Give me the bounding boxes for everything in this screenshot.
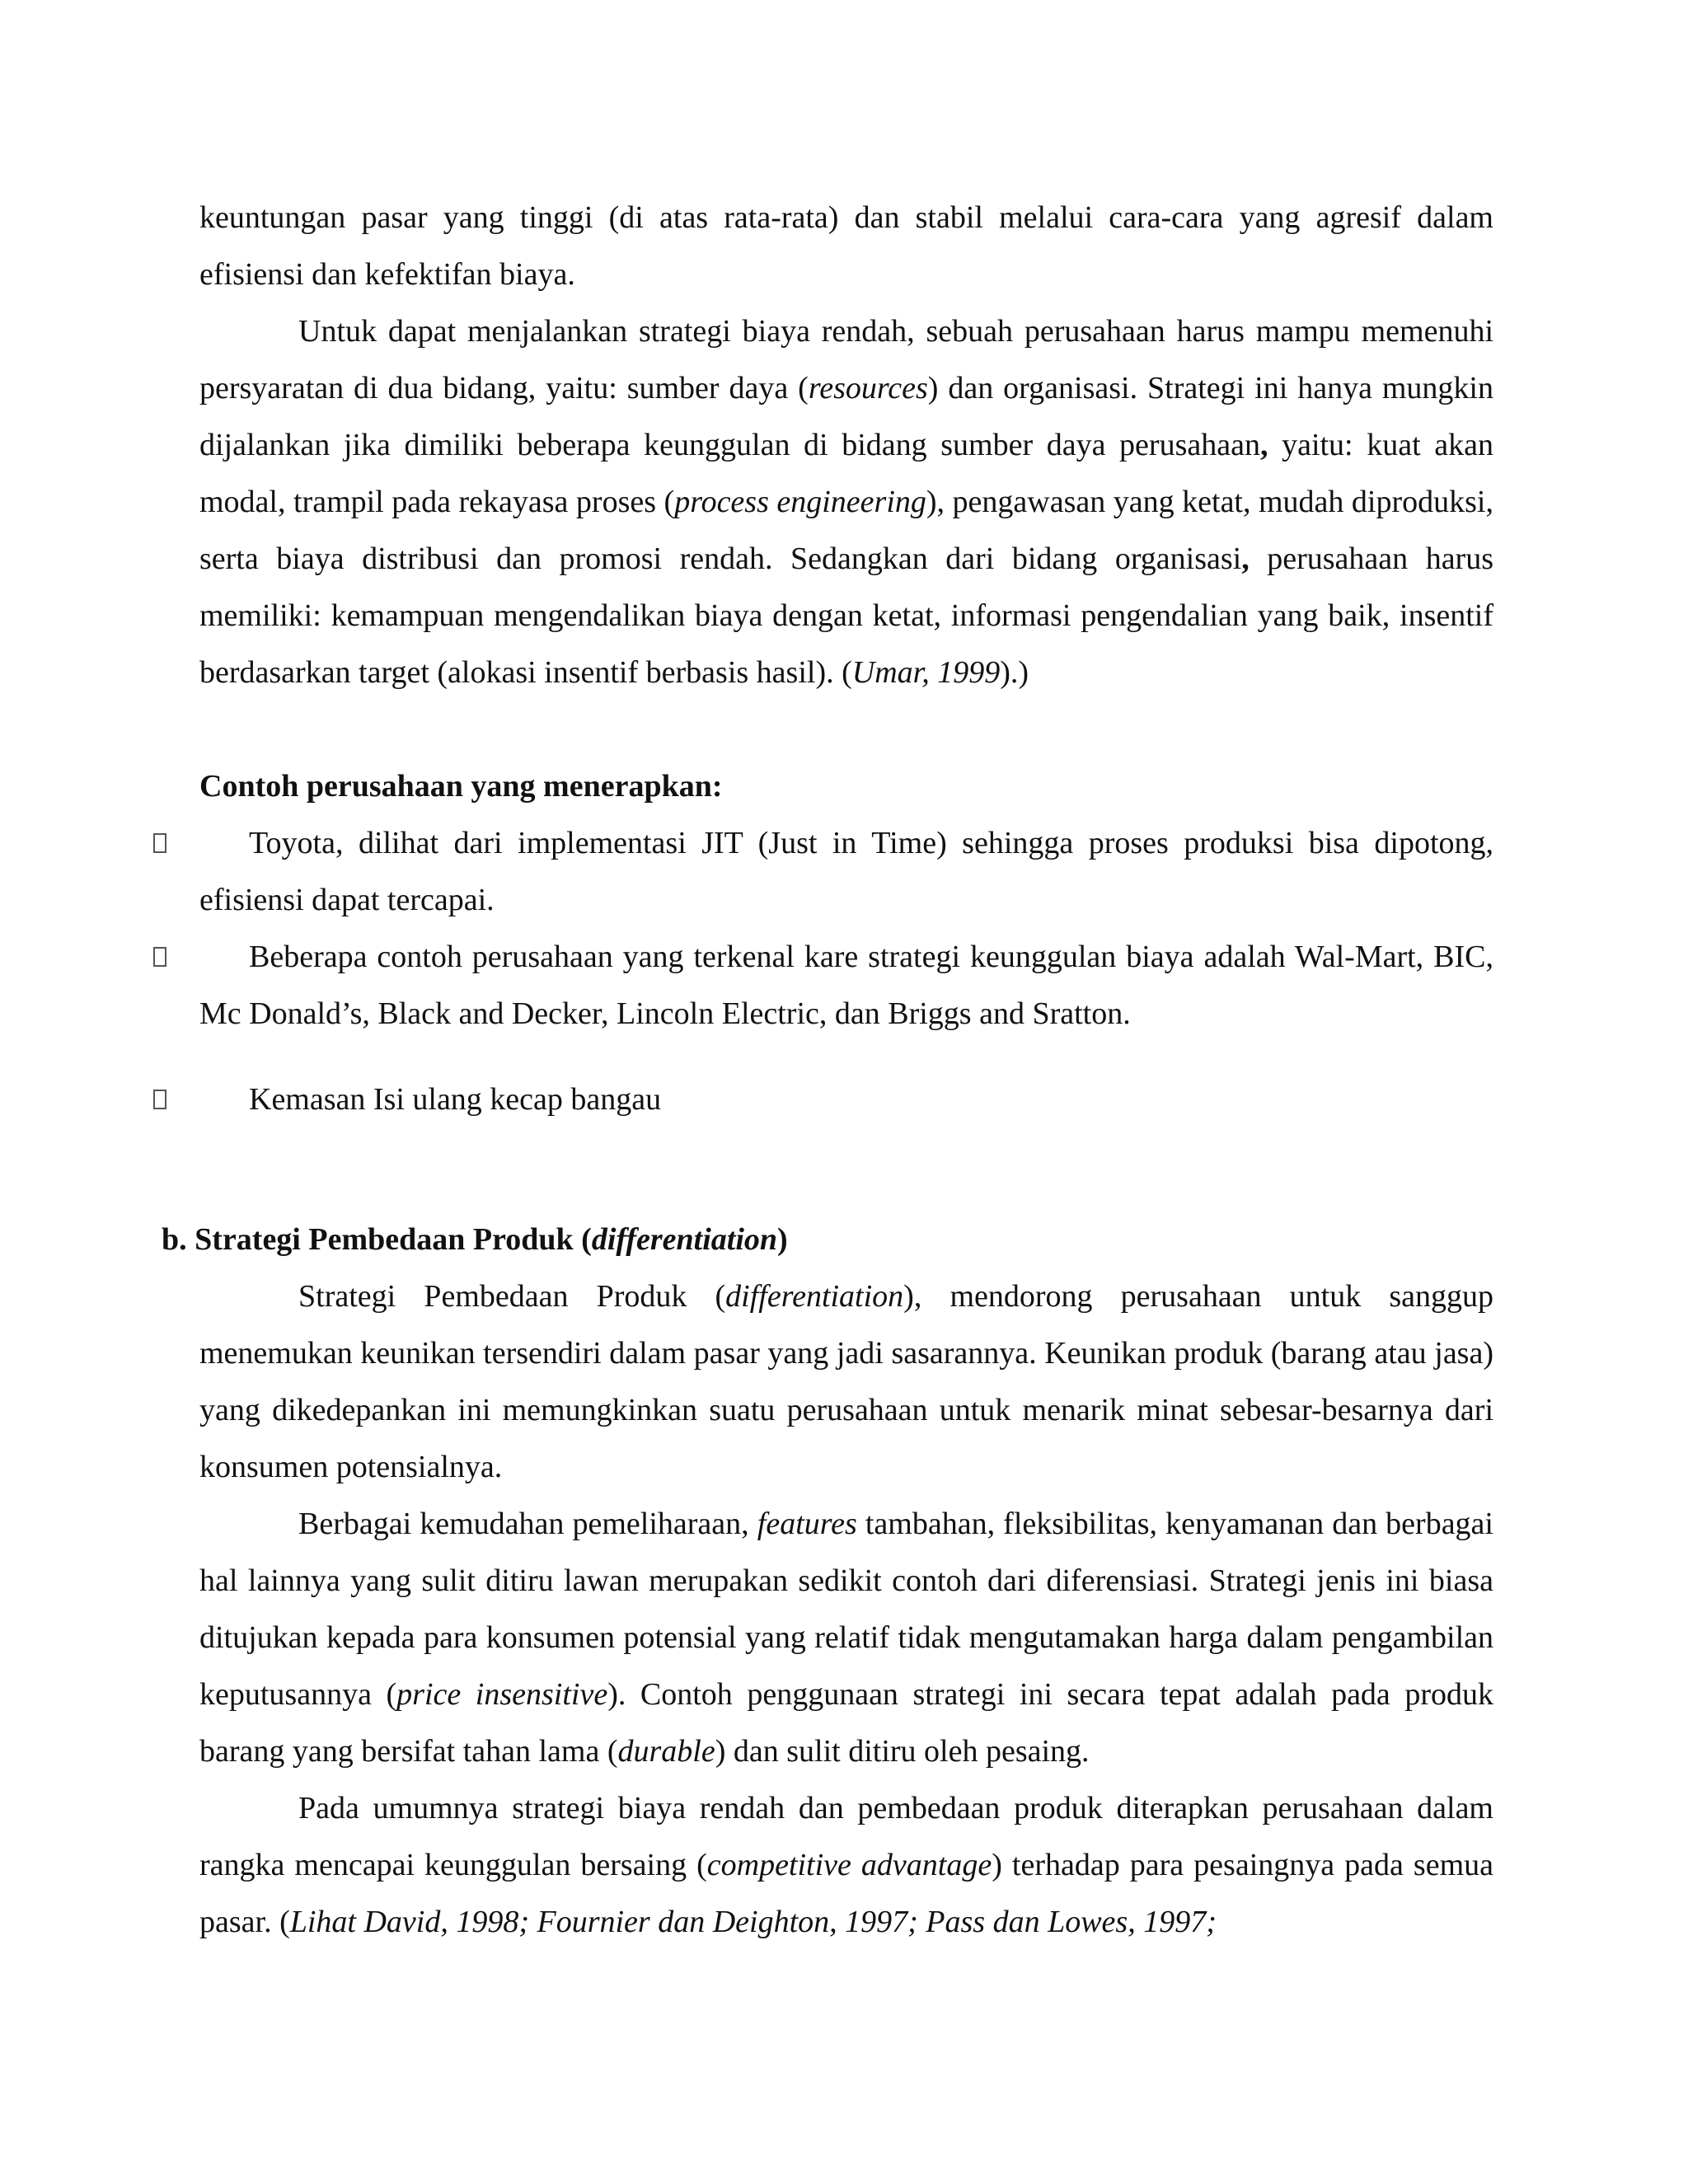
bullet-text: Toyota, dilihat dari implementasi JIT (Just in Time) sehingga proses produksi bisa dipotong, efisiensi dapat tercapai.	[199, 826, 1493, 917]
p4-part2: tambahan, fleksibilitas, kenyamanan dan berbagai hal lainnya yang sulit ditiru lawan merupakan sedikit contoh dari diferensiasi. Strategi jenis ini biasa ditujukan kepada para konsumen potensial yang relatif tidak mengutamakan harga dalam pengambilan keputusannya (	[199, 1507, 1493, 1712]
examples-heading: Contoh perusahaan yang menerapkan:	[199, 769, 723, 804]
term-features: features	[757, 1507, 857, 1541]
list-item	[199, 1071, 1493, 1128]
term-differentiation: differentiation	[725, 1279, 904, 1314]
p4-part3: ). Contoh penggunaan strategi ini secara tepat adalah pada produk barang yang bersifat tahan lama (	[199, 1677, 1494, 1769]
citation-list: Lihat David, 1998; Fournier dan Deighton, 1997; Pass dan Lowes, 1997;	[289, 1905, 1217, 1939]
checkbox-bullet-icon	[153, 833, 166, 853]
p2-bold-comma-2: ,	[1241, 541, 1250, 576]
p3-part1: Strategi Pembedaan Produk (	[298, 1279, 726, 1314]
term-resources: resources	[808, 371, 928, 405]
citation-umar: Umar, 1999	[851, 655, 1001, 690]
term-price-insensitive: price insensitive	[396, 1677, 608, 1712]
p4-part1: Berbagai kemudahan pemeliharaan,	[298, 1507, 757, 1541]
checkbox-bullet-icon	[153, 947, 166, 967]
p2-part3: yaitu: kuat akan modal, trampil pada rekayasa proses (	[199, 428, 1493, 519]
p2-part4: ), pengawasan yang ketat, mudah diproduksi, serta biaya distribusi dan promosi rendah. Sedangkan dari bidang organisasi	[199, 485, 1493, 576]
section-b-heading	[162, 1212, 788, 1268]
p5-part1: Pada umumnya strategi biaya rendah dan pembedaan produk diterapkan perusahaan dalam rangka mencapai keunggulan bersaing (	[199, 1791, 1493, 1882]
paragraph-differentiation-definition	[199, 1268, 1493, 1496]
p2-part2: ) dan organisasi. Strategi ini hanya mungkin dijalankan jika dimiliki beberapa keunggulan di bidang sumber daya perusahaan	[199, 371, 1493, 462]
p2-part6: ).)	[1000, 655, 1029, 690]
section-b-suffix: )	[777, 1222, 788, 1257]
section-b-term: differentiation	[591, 1222, 778, 1257]
term-competitive-advantage: competitive advantage	[706, 1848, 992, 1882]
p5-part2: ) terhadap para pesaingnya pada semua pasar. (	[199, 1848, 1493, 1939]
term-process-engineering: process engineering	[674, 485, 926, 519]
bullet-text: Beberapa contoh perusahaan yang terkenal kare strategi keunggulan biaya adalah Wal-Mart, BIC, Mc Donald’s, Black and Decker, Lincoln Electric, dan Briggs and Sratton.	[199, 940, 1493, 1031]
term-durable: durable	[617, 1734, 715, 1769]
list-item	[199, 815, 1493, 929]
list-item	[199, 929, 1493, 1043]
section-b-prefix: b. Strategi Pembedaan Produk (	[162, 1222, 592, 1257]
p2-bold-comma-1: ,	[1259, 428, 1268, 462]
paragraph-low-cost-requirements	[199, 303, 1493, 701]
checkbox-bullet-icon	[153, 1090, 166, 1109]
paragraph-competitive-advantage	[199, 1780, 1493, 1951]
p2-part5: perusahaan harus memiliki: kemampuan mengendalikan biaya dengan ketat, informasi pengendalian yang baik, insentif berdasarkan target (alokasi insentif berbasis hasil). (	[199, 541, 1493, 690]
p4-part4: ) dan sulit ditiru oleh pesaing.	[715, 1734, 1090, 1769]
p2-part1: Untuk dapat menjalankan strategi biaya rendah, sebuah perusahaan harus mampu memenuhi persyaratan di dua bidang, yaitu: sumber daya (	[199, 314, 1493, 405]
paragraph-differentiation-examples	[199, 1496, 1493, 1780]
bullet-text: Kemasan Isi ulang kecap bangau	[249, 1082, 662, 1117]
paragraph-continuation	[199, 190, 1493, 303]
paragraph-1-text: keuntungan pasar yang tinggi (di atas rata-rata) dan stabil melalui cara-cara yang agresif dalam efisiensi dan kefektifan biaya.	[199, 200, 1493, 292]
p3-part2: ), mendorong perusahaan untuk sanggup menemukan keunikan tersendiri dalam pasar yang jadi sasarannya. Keunikan produk (barang atau jasa) yang dikedepankan ini memungkinkan suatu perusahaan untuk menarik minat sebesar-besarnya dari konsumen potensialnya.	[199, 1279, 1493, 1484]
